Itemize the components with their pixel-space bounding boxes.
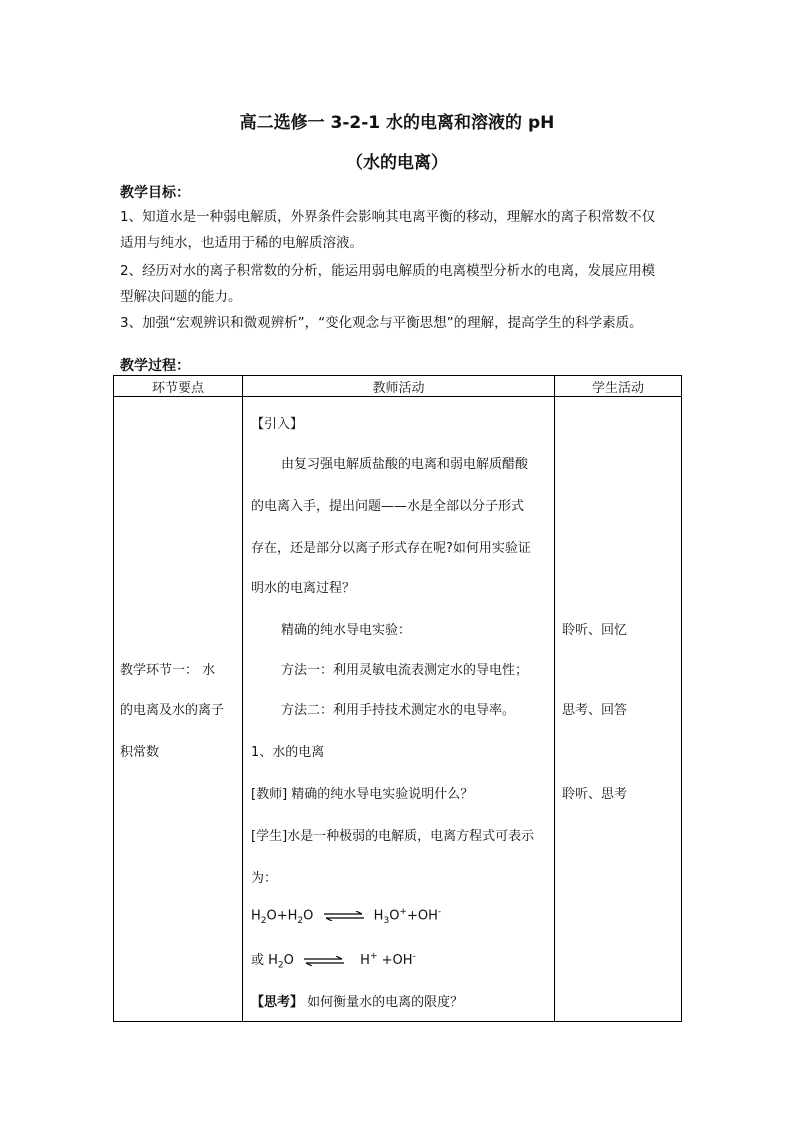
think-line (251, 991, 463, 1010)
equation-2: 或 $H_2O$ H+ +OH- (251, 951, 416, 971)
teacher-line: 由复习强电解质盐酸的电离和弱电解质醋酸 (281, 457, 529, 472)
teacher-line: 方法一：利用灵敏电流表测定水的导电性； (281, 663, 529, 678)
student-activity: 思考、回答 (562, 703, 628, 718)
segment-cell (114, 397, 243, 1022)
teacher-line: 明水的电离过程？ (251, 581, 356, 596)
document-title: 高二选修一 3-2-1 水的电离和溶液的 pH (239, 113, 555, 133)
intro-tag: 【引入】 (251, 417, 304, 432)
segment-line: 的电离及水的离子 (120, 703, 225, 718)
objective-line: 1、知道水是一种弱电解质，外界条件会影响其电离平衡的移动，理解水的离子积常数不仅 (120, 209, 656, 225)
header-segment: 环节要点 (114, 376, 243, 397)
student-activity-cell (555, 397, 682, 1022)
teacher-line: 1、水的电离 (251, 745, 325, 760)
table-row (114, 397, 682, 1022)
process-heading: 教学过程： (120, 358, 190, 374)
teacher-line: 存在，还是部分以离子形式存在呢?如何用实验证 (251, 541, 531, 556)
objective-line: 适用与纯水，也适用于稀的电解质溶液。 (120, 235, 363, 251)
teaching-process-table (113, 375, 682, 1022)
objective-line: 型解决问题的能力。 (120, 289, 242, 305)
teacher-line: 的电离入手，提出问题——水是全部以分子形式 (251, 499, 525, 514)
objective-line: 2、经历对水的离子积常数的分析，能运用弱电解质的电离模型分析水的电离，发展应用模 (120, 263, 656, 279)
teacher-line: 为： (251, 871, 278, 886)
table-header-row (114, 376, 682, 397)
teacher-line: [学生]水是一种极弱的电解质，电离方程式可表示 (251, 829, 535, 844)
teacher-activity-cell (243, 397, 555, 1022)
segment-line: 积常数 (120, 745, 160, 760)
teacher-line: [教师] 精确的纯水导电实验说明什么？ (251, 787, 474, 802)
equilibrium-arrow-icon (304, 956, 344, 966)
header-teacher: 教师活动 (243, 376, 555, 397)
think-tag: 【思考】 (251, 995, 304, 1010)
objectives-heading: 教学目标： (120, 185, 190, 201)
teacher-line: 精确的纯水导电实验： (281, 623, 412, 638)
think-text: 如何衡量水的电离的限度？ (307, 995, 464, 1010)
equation-1: $H_2O+H_2O$ $H_3O^++OH^-$ (251, 907, 442, 926)
equilibrium-arrow-icon (324, 911, 364, 921)
segment-line: 教学环节一： 水 (120, 663, 216, 678)
student-activity: 聆听、回忆 (562, 623, 628, 638)
student-activity: 聆听、思考 (562, 787, 628, 802)
document-subtitle: （水的电离） (346, 153, 448, 173)
teacher-line: 方法二：利用手持技术测定水的电导率。 (281, 703, 516, 718)
objective-line: 3、加强“宏观辨识和微观辨析”，“变化观念与平衡思想”的理解，提高学生的科学素质。 (120, 315, 643, 331)
header-student: 学生活动 (555, 376, 682, 397)
